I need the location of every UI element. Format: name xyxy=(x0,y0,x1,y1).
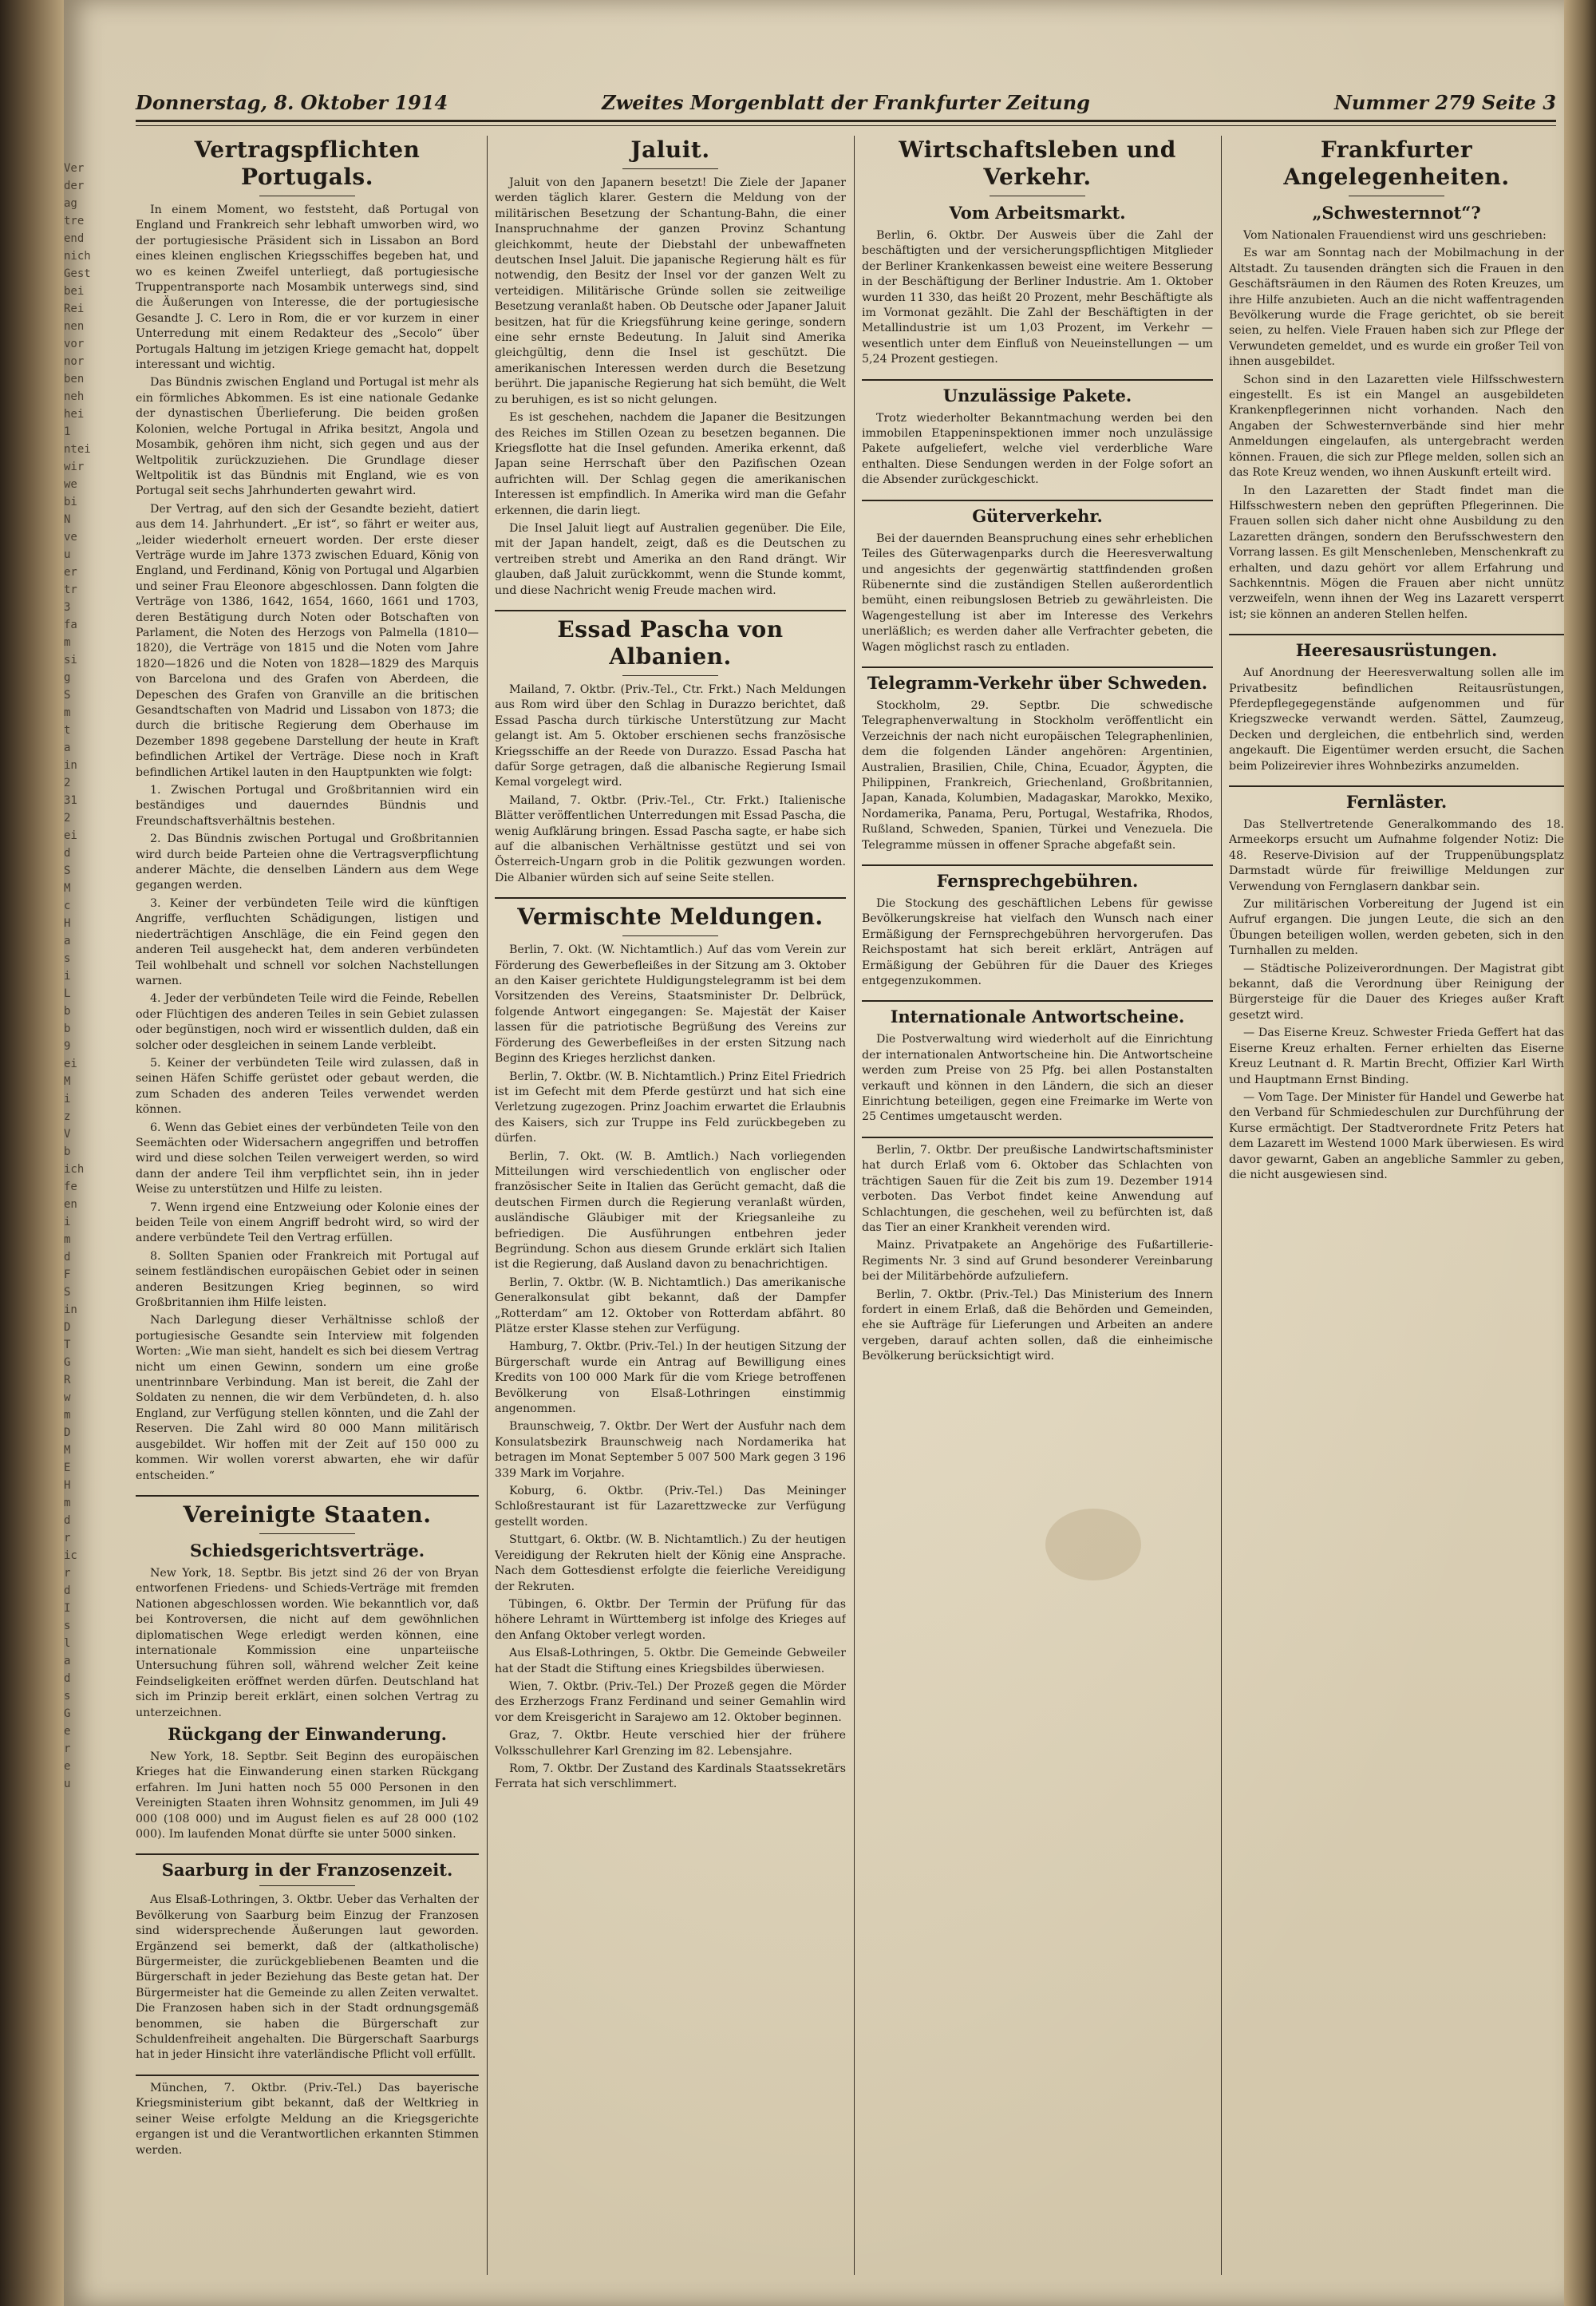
article-paragraph: Mailand, 7. Oktbr. (Priv.-Tel., Ctr. Frkt.) Italienische Blätter veröffentlichen Unterredungen mit Essad Pascha, die wenig Aufklärung bringen. Essad Pascha sagte, er habe sich auf die albanischen Verhältnisse gestützt und sei von Österreich-Ungarn grob in die Politik gezwungen worden. Die Albanier würden sich auf seine Seite stellen. xyxy=(495,793,846,884)
article xyxy=(862,1007,1213,1125)
margin-fragment: 3 xyxy=(64,601,71,614)
article-subheadline: Unzulässige Pakete. xyxy=(942,385,1132,405)
margin-fragment: s xyxy=(64,1690,71,1703)
article-headline: Essad Pascha von Albanien. xyxy=(557,615,784,670)
masthead-rule xyxy=(136,125,1556,126)
margin-fragment: i xyxy=(64,1216,71,1228)
article-paragraph: Hamburg, 7. Oktbr. (Priv.-Tel.) In der heutigen Sitzung der Bürgerschaft wurde ein Antrag auf Bewilligung eines Kredits von 100 000 Mark für die vom Kriege betroffenen Bevölkerung von Elsaß-Lothringen einstimmig angenommen. xyxy=(495,1340,846,1416)
margin-fragment: we xyxy=(64,478,77,491)
margin-fragment: w xyxy=(64,1391,71,1404)
margin-fragment: S xyxy=(64,689,71,702)
article-paragraph: Nach Darlegung dieser Verhältnisse schloß der portugiesische Gesandte sein Interview mit folgenden Worten: „Wie man sieht, handelt es sich bei diesem Vertrag nicht um einen Gewinn, sondern um eine große unentrinnbare Verbindung. Man ist bereit, die Zahl der Soldaten zu nennen, die wir dem Verbündeten, d. h. also England, zur Verfügung stellen könnten, und die Zahl der Reserven. Die Zahl wird 80 000 Mann militärisch ausgebildet. Wir hoffen mit der Zeit auf 150 000 zu kommen. Wir wollen vorerst abwarten, ehe wir dafür entscheiden.“ xyxy=(136,1314,479,1482)
margin-fragment: 2 xyxy=(64,777,71,789)
article-paragraph: Aus Elsaß-Lothringen, 3. Oktbr. Ueber das Verhalten der Bevölkerung von Saarburg beim Einzug der Franzosen sind widersprechende Äußerungen laut geworden. Ergänzend sei bemerkt, daß der (altkatholische) Bürgermeister, die zurückgebliebenen Beamten und die Bürgerschaft in jeder Beziehung das Beste getan hat. Der Bürgermeister hat die Gemeinde zu allen Zeiten verwaltet. Die Franzosen haben sich in der Stadt ordnungsgemäß benommen, sie haben die Bürgerschaft zur Schuldenfreiheit angehalten. Die Bürgerschaft Saarburgs hat in jeder Hinsicht ihre vaterländische Pflicht voll erfüllt. xyxy=(136,1893,479,2062)
article-paragraph: München, 7. Oktbr. (Priv.-Tel.) Das bayerische Kriegsministerium gibt bekannt, daß der Weltkrieg in seiner Weise erfolgte Meldung an die Kriegsgerichte ergangen ist und die Verantwortlichen erkannten Stimmen werden. xyxy=(136,2081,479,2157)
margin-fragment: u xyxy=(64,1778,71,1790)
margin-fragment: b xyxy=(64,1005,71,1018)
article-paragraph: Schon sind in den Lazaretten viele Hilfsschwestern eingestellt. Es ist ein Mangel an ausgebildeten Krankenpflegerinnen nicht vorhanden. Nach den Angaben der Schwesternverbände sind hier mehr Anmeldungen eingelaufen, als untergebracht werden können. Frauen, die sich zur Pflege melden, sollen sich an das Rote Kreuz wenden, wo ihnen Auskunft erteilt wird. xyxy=(1229,373,1564,480)
article-subheadline: Fernsprechgebühren. xyxy=(936,871,1139,891)
margin-fragment: F xyxy=(64,1268,71,1281)
previous-page-fragments xyxy=(64,160,96,2235)
margin-fragment: t xyxy=(64,724,71,737)
margin-fragment: Gest xyxy=(64,267,91,280)
article-headline: Saarburg in der Franzosenzeit. xyxy=(161,1860,453,1881)
article-paragraph: Berlin, 7. Oktbr. (Priv.-Tel.) Das Ministerium des Innern fordert in einem Erlaß, daß die Behörden und Gemeinden, ehe sie Aufträge für Lieferungen und Arbeiten an andere vergeben, darauf achten sollen, daß die einheimische Bevölkerung berücksichtigt wird. xyxy=(862,1287,1213,1363)
margin-fragment: bi xyxy=(64,496,77,508)
margin-fragment: der xyxy=(64,180,85,192)
margin-fragment: ve xyxy=(64,531,77,544)
article-paragraph: Bei der dauernden Beanspruchung eines sehr erheblichen Teiles des Güterwagenparks durch die Heeresverwaltung und angesichts der gegenwärtig stattfindenden großen Rübenernte sind die zuständigen Stellen außerordentlich bemüht, einen reibungslosen Betrieb zu gewährleisten. Die Wagengestellung ist aber im Interesse des Verkehrs unerläßlich; es werden daher alle Verfrachter gebeten, die Wagen möglichst rasch zu entladen. xyxy=(862,532,1213,654)
margin-fragment: ic xyxy=(64,1549,77,1562)
section-rule xyxy=(862,1000,1213,1002)
margin-fragment: a xyxy=(64,1655,71,1667)
article-paragraph: 7. Wenn irgend eine Entzweiung oder Kolonie eines der beiden Teile von einem Angriff bedroht wird, so wird der andere verbündete Teil den Vertrag erfüllen. xyxy=(136,1200,479,1245)
margin-fragment: nich xyxy=(64,250,91,263)
margin-fragment: Ver xyxy=(64,162,85,175)
headline-rule xyxy=(259,1533,355,1534)
article-subheadline: Güterverkehr. xyxy=(972,505,1103,526)
article-paragraph: Berlin, 7. Okt. (W. Nichtamtlich.) Auf das vom Verein zur Förderung des Gewerbefleißes in der Sitzung am 3. Oktober an den Kaiser gerichtete Huldigungstelegramm ist bei dem Vorsitzenden des Vereins, Staatsminister Dr. Delbrück, folgende Antwort eingegangen: Se. Majestät der Kaiser lassen für die patriotische Begrüßung des Vereins zur Förderung des Gewerbefleißes in der ersten Sitzung nach Beginn des Krieges herzlichst danken. xyxy=(495,943,846,1066)
article-paragraph: Mainz. Privatpakete an Angehörige des Fußartillerie-Regiments Nr. 3 sind auf Grund besonderer Vereinbarung bei der Militärbehörde aufzuliefern. xyxy=(862,1239,1213,1284)
margin-fragment: N xyxy=(64,513,71,526)
margin-fragment: c xyxy=(64,900,71,912)
margin-fragment: e xyxy=(64,1725,71,1738)
article-paragraph: Mailand, 7. Oktbr. (Priv.-Tel., Ctr. Frkt.) Nach Meldungen aus Rom wird über den Schlag in Durazzo berichtet, daß Essad Pascha durch türkische Unterstützung zur Macht gelangt ist. Am 5. Oktober erschienen sechs französische Kriegsschiffe an der Reede von Durazzo. Essad Pascha hat dafür Sorge getragen, daß die albanische Regierung Ismail Kemal vorgelegt wird. xyxy=(495,682,846,789)
margin-fragment: r xyxy=(64,1532,71,1545)
margin-fragment: in xyxy=(64,759,77,772)
margin-fragment: wir xyxy=(64,461,85,473)
article-paragraph: Das Stellvertretende Generalkommando des 18. Armeekorps ersucht um Aufnahme folgender Notiz: Die 48. Reserve-Division auf der Truppenübungsplatz Darmstadt würde für freiwillige Meldungen zur Verwendung von Fernglasern dankbar sein. xyxy=(1229,818,1564,893)
article-paragraph: Das Bündnis zwischen England und Portugal ist mehr als ein förmliches Abkommen. Es ist eine nationale Gedanke der dynastischen Überlieferung. Die beiden großen Kolonien, welche Portugal in Afrika besitzt, Angola und Mosambik, gehören ihm nicht, sich gegen und aus der Weltpolitik zurückzuziehen. Die Grundlage dieser Weltpolitik ist das Bündnis mit England, wie es von Portugal seit sechs Jahrhunderten gewahrt wird. xyxy=(136,376,479,498)
article xyxy=(495,616,846,886)
margin-fragment: M xyxy=(64,1075,71,1088)
margin-fragment: H xyxy=(64,1479,71,1492)
column-4 xyxy=(1229,132,1564,2279)
article-paragraph: Wien, 7. Oktbr. (Priv.-Tel.) Der Prozeß gegen die Mörder des Erzherzogs Franz Ferdinand und seiner Gemahlin wird vor dem Kreisgericht in Sarajewo am 12. Oktober beginnen. xyxy=(495,1679,846,1724)
margin-fragment: z xyxy=(64,1110,71,1123)
margin-fragment: er xyxy=(64,566,77,579)
margin-fragment: m xyxy=(64,1233,71,1246)
section-rule xyxy=(862,1137,1213,1138)
article-paragraph: Stuttgart, 6. Oktbr. (W. B. Nichtamtlich.) Zu der heutigen Vereidigung der Rekruten hielt der König eine Ansprache. Nach dem Gottesdienst erfolgte die feierliche Vereidigung der Rekruten. xyxy=(495,1533,846,1593)
margin-fragment: r xyxy=(64,1742,71,1755)
article-paragraph: 4. Jeder der verbündeten Teile wird die Feinde, Rebellen oder Flüchtigen des anderen Teiles in sein Gebiet zulassen oder begünstigen, noch wird er wissentlich dulden, daß ein solcher oder desgleichen in seinem Lande verbleibt. xyxy=(136,992,479,1052)
article xyxy=(136,1860,479,2063)
margin-fragment: fe xyxy=(64,1181,77,1193)
margin-fragment: e xyxy=(64,1760,71,1773)
section-rule xyxy=(862,500,1213,501)
masthead-number: Nummer 279 Seite 3 xyxy=(1333,91,1556,114)
article-subheadline: Schiedsgerichtsverträge. xyxy=(189,1540,425,1560)
article-paragraph: Rom, 7. Oktbr. Der Zustand des Kardinals Staatssekretärs Ferrata hat sich verschlimmert. xyxy=(495,1762,846,1791)
margin-fragment: D xyxy=(64,1321,71,1334)
article-paragraph: 6. Wenn das Gebiet eines der verbündeten Teile von den Seemächten oder Widersachern angegriffen und betroffen wird und diese solchen Teilen verweigert werden, so wird dann der andere Teil ihm verpflichtet sein, ihn in jeder Weise zu unterstützen und Hilfe zu leisten. xyxy=(136,1121,479,1197)
margin-fragment: d xyxy=(64,1584,71,1597)
article xyxy=(862,673,1213,853)
article-paragraph: Es ist geschehen, nachdem die Japaner die Besitzungen des Reiches im Stillen Ozean zu besetzen begannen. Die Kriegsflotte hat die Insel gefunden. Amerika erkennt, daß Japan seine Herrschaft über den Pazifischen Ozean aufrichten will. Der Schlag gegen die amerikanischen Interessen ist empfindlich. In Amerika wird man die Gefahr erkennen, die darin liegt. xyxy=(495,411,846,517)
column-3 xyxy=(862,132,1213,2279)
article-subheadline: „Schwesternnot“? xyxy=(1312,203,1481,223)
margin-fragment: nen xyxy=(64,320,85,333)
article-paragraph: New York, 18. Septbr. Seit Beginn des europäischen Krieges hat die Einwanderung einen starken Rückgang erfahren. Im Juni hatten noch 55 000 Personen in den Vereinigten Staaten ihren Wohnsitz genommen, im Juli 49 000 (108 000) und im August fielen es auf 28 000 (102 000). Im laufenden Monat dürfte sie unter 5000 sinken. xyxy=(136,1750,479,1841)
margin-fragment: s xyxy=(64,1620,71,1632)
article xyxy=(1229,136,1564,623)
margin-fragment: S xyxy=(64,1286,71,1299)
margin-fragment: ei xyxy=(64,1058,77,1070)
margin-fragment: ei xyxy=(64,829,77,842)
article xyxy=(1229,640,1564,774)
section-rule xyxy=(862,379,1213,381)
article-paragraph: Zur militärischen Vorbereitung der Jugend ist ein Aufruf ergangen. Die jungen Leute, die sich an den Übungen beteiligen wollen, werden gebeten, sich in den Turnhallen zu melden. xyxy=(1229,898,1564,958)
article-headline: Vermischte Meldungen. xyxy=(517,904,824,931)
margin-fragment: V xyxy=(64,1128,71,1141)
column-rule xyxy=(1221,136,1222,2275)
article-headline: Wirtschaftsleben und Verkehr. xyxy=(899,136,1176,190)
section-rule xyxy=(1229,785,1564,787)
article-paragraph: Jaluit von den Japanern besetzt! Die Ziele der Japaner werden täglich klarer. Gestern die Meldung von der militärischen Besetzung der Schantung-Bahn, die einer Inanspruchnahme der ganzen Provinz Schantung gleichkommt, heute der Diebstahl der unbewaffneten deutschen Insel Jaluit. Die japanische Regierung hält es für notwendig, den Besitz der Insel vor der ganzen Welt zu verteidigen. Militärische Gründe sollen sie zeitweilige Besetzung veranlaßt haben. Ob Deutsche oder Japaner Jaluit besitzen, hat für die Kriegsführung keine geringe, sondern eine sehr ernste Bedeutung. In Jaluit sind Amerika gleichgültig, denn die Insel ist geschützt. Die amerikanischen Interessen werden durch die Besetzung berührt. Die japanische Regierung hat sich bemüht, die Welt zu beruhigen, es ist so nicht gelungen. xyxy=(495,176,846,406)
column-rule xyxy=(487,136,488,2275)
column-2 xyxy=(495,132,846,2279)
margin-fragment: tre xyxy=(64,215,85,227)
margin-fragment: bei xyxy=(64,285,85,298)
column-rule xyxy=(854,136,855,2275)
margin-fragment: s xyxy=(64,952,71,965)
article-paragraph: 3. Keiner der verbündeten Teile wird die künftigen Angriffe, verfluchten Schädigungen, listigen und niederträchtigen Anschläge, die ein Feind gegen den anderen Teil ausgeheckt hat, dem anderen verbündeten Teil wohlbehalt und schnell vor solchen Nachstellungen warnen. xyxy=(136,896,479,987)
article-subheadline: Heeresausrüstungen. xyxy=(1295,640,1498,661)
margin-fragment: a xyxy=(64,935,71,947)
column-1 xyxy=(136,132,479,2279)
article-paragraph: 1. Zwischen Portugal und Großbritannien wird ein beständiges und dauerndes Bündnis und Freundschaftsverhältnis bestehen. xyxy=(136,784,479,828)
margin-fragment: D xyxy=(64,1426,71,1439)
masthead-date: Donnerstag, 8. Oktober 1914 xyxy=(136,91,448,114)
margin-fragment: ntei xyxy=(64,443,91,456)
article-paragraph: In den Lazaretten der Stadt findet man die Hilfsschwestern neben den geprüften Pflegerinnen. Die Frauen sollen sich daher nicht ohne Ausbildung zu den Lazaretten drängen, sondern den Berufsschwestern den Vorrang lassen. Es gilt Menschenleben, Menschenkraft zu erhalten, und dazu gehört vor allem Erfahrung und Sachkenntnis. Mögen die Frauen aber nicht unnütz verzweifeln, wenn ihnen der Weg ins Lazarett versperrt ist; sie können an anderen Stellen helfen. xyxy=(1229,484,1564,621)
masthead-title: Zweites Morgenblatt der Frankfurter Zeitung xyxy=(602,91,1090,114)
article-paragraph: Auf Anordnung der Heeresverwaltung sollen alle im Privatbesitz befindlichen Reitausrüstungen, Pferdepflegegegenstände aufgenommen und für Kriegszwecke verwandt werden. Sättel, Zaumzeug, Decken und dergleichen, die entbehrlich sind, werden angekauft. Die Eigentümer werden ersucht, die Sachen beim Polizeirevier ihres Wohnbezirks anzumelden. xyxy=(1229,666,1564,773)
article-headline: Jaluit. xyxy=(630,136,710,163)
margin-fragment: I xyxy=(64,1602,71,1615)
article-paragraph: Berlin, 7. Oktbr. (W. B. Nichtamtlich.) Das amerikanische Generalkonsulat gibt bekannt, daß der Dampfer „Rotterdam“ am 12. Oktober von Rotterdam abfährt. 80 Plätze erster Klasse stehen zur Verfügung. xyxy=(495,1276,846,1335)
margin-fragment: ich xyxy=(64,1163,85,1176)
article xyxy=(862,1143,1213,1365)
article-paragraph: 8. Sollten Spanien oder Frankreich mit Portugal auf seinem festländischen europäischen Gebiet oder in seinen anderen Besitzungen Krieg beginnen, so wird Großbritannien ihm Hilfe leisten. xyxy=(136,1249,479,1310)
headline-rule xyxy=(622,168,718,169)
article-paragraph: Berlin, 7. Oktbr. Der preußische Landwirtschaftsminister hat durch Erlaß vom 6. Oktober das Schlachten von trächtigen Sauen für die Zeit bis zum 19. Dezember 1914 verboten. Das Verbot findet keine Anwendung auf Schlachtungen, die geschehen, weil zu befürchten ist, daß das Tier an einer Krankheit verenden wird. xyxy=(862,1143,1213,1234)
headline-rule xyxy=(622,935,718,936)
margin-fragment: nor xyxy=(64,355,85,368)
article-paragraph: Braunschweig, 7. Oktbr. Der Wert der Ausfuhr nach dem Konsulatsbezirk Braunschweig nach Nordamerika hat betragen im Monat September 5 007 500 Mark gegen 3 196 339 Mark im Vorjahre. xyxy=(495,1420,846,1480)
article-paragraph: Aus Elsaß-Lothringen, 5. Oktbr. Die Gemeinde Gebweiler hat der Stadt die Stiftung eines Kriegsbildes überwiesen. xyxy=(495,1647,846,1675)
article-paragraph: — Das Eiserne Kreuz. Schwester Frieda Geffert hat das Eiserne Kreuz erhalten. Ferner erhielten das Eiserne Kreuz Leutnant d. R. Martin Brecht, Offizier Karl Wirth und Hauptmann Ernst Binding. xyxy=(1229,1026,1564,1086)
article-paragraph: Stockholm, 29. Septbr. Die schwedische Telegraphenverwaltung in Stockholm veröffentlicht ein Verzeichnis der nach nicht europäischen Telegraphenlinien, dem die folgenden Länder angehören: Argentinien, Australien, Brasilien, Chile, China, Ecuador, Ägypten, die Philippinen, Frankreich, Griechenland, Großbritannien, Japan, Kanada, Kolumbien, Madagaskar, Marokko, Mexiko, Nordamerika, Panama, Peru, Portugal, Westafrika, Rhodos, Rußland, Schweden, Spanien, Türkei und Venezuela. Die Telegramme müssen in offener Sprache abgefaßt sein. xyxy=(862,698,1213,852)
section-rule xyxy=(862,666,1213,668)
section-rule xyxy=(495,897,846,899)
binding-shadow-right xyxy=(1564,0,1596,2306)
margin-fragment: fa xyxy=(64,619,77,631)
binding-shadow-left xyxy=(0,0,64,2306)
section-rule xyxy=(136,1495,479,1497)
paper-stain xyxy=(1045,1509,1141,1580)
margin-fragment: i xyxy=(64,970,71,983)
margin-fragment: end xyxy=(64,232,85,245)
article xyxy=(136,2081,479,2158)
article-subheadline: Fernläster. xyxy=(1345,792,1448,812)
article xyxy=(1229,792,1564,1183)
article-paragraph: Vom Nationalen Frauendienst wird uns geschrieben: xyxy=(1243,229,1547,242)
section-rule xyxy=(1229,634,1564,635)
article xyxy=(495,904,846,1793)
article-paragraph: Berlin, 7. Oktbr. (W. B. Nichtamtlich.) Prinz Eitel Friedrich ist im Gefecht mit dem Pferde gestürzt und hat sich eine Verletzung zugezogen. Prinz Joachim erwartet die Erlaubnis des Kaisers, sich zur Truppe ins Feld zurückbegeben zu dürfen. xyxy=(495,1070,846,1145)
article-paragraph: In einem Moment, wo feststeht, daß Portugal von England und Frankreich sehr lebhaft umworben wird, wo der portugiesische Präsident sich in Lissabon an Bord eines kleinen englischen Kriegsschiffes begeben hat, und wo es keinen Zweifel unterliegt, daß portugiesische Truppentransporte nach Mosambik unterwegs sind, sind die Äußerungen von Interesse, die der portugiesische Gesandte J. C. Lero in Rom, die er vor kurzem in einer Unterredung mit einem Redakteur des „Secolo“ über Portugals Haltung im jetzigen Kriege gemacht hat, doppelt interessant und wichtig. xyxy=(136,204,479,372)
margin-fragment: a xyxy=(64,742,71,754)
article-subheadline: Telegramm-Verkehr über Schweden. xyxy=(867,672,1208,693)
article-paragraph: Tübingen, 6. Oktbr. Der Termin der Prüfung für das höhere Lehramt in Württemberg ist infolge des Krieges auf den Anfang Oktober verlegt worden. xyxy=(495,1597,846,1642)
margin-fragment: d xyxy=(64,1672,71,1685)
article-paragraph: Berlin, 6. Oktbr. Der Ausweis über die Zahl der beschäftigten und der versicherungspflichtigen Mitglieder der Berliner Krankenkassen beweist eine weitere Besserung in der Beschäftigung der Berliner Industrie. Am 1. Oktober wurden 11 330, das heißt 20 Prozent, mehr Beschäftigte als im Vormonat gezählt. Die Zahl der Beschäftigten in der Metallindustrie ist um 1,03 Prozent, im Verkehr — wesentlich unter dem Einfluß von Neueinstellungen — um 5,24 Prozent gestiegen. xyxy=(862,229,1213,366)
article-paragraph: Berlin, 7. Okt. (W. B. Amtlich.) Nach vorliegenden Mitteilungen wird verschiedentlich von englischer oder französischer Seite in Italien das Gerücht gemacht, daß die deutschen Firmen durch die Regierung veranlaßt würden, ausländische Gläubiger mit der Kriegsanleihe zu befriedigen. Die Ausführungen entbehren jeder Begründung. Schon aus diesem Grunde erklärt sich Italien ist die Regierung, daß Ausland davon zu benachrichtigen. xyxy=(495,1149,846,1272)
margin-fragment: u xyxy=(64,548,71,561)
article-paragraph: Die Postverwaltung wird wiederholt auf die Einrichtung der internationalen Antwortscheine hin. Die Antwortscheine werden zum Preise von 25 Pfg. bei allen Postanstalten verkauft und können in den Ländern, die sich an dieser Einrichtung beteiligen, gegen eine Freimarke im Werte von 25 Centimes umgetauscht werden. xyxy=(862,1033,1213,1124)
margin-fragment: L xyxy=(64,987,71,1000)
margin-fragment: M xyxy=(64,1444,71,1457)
margin-fragment: m xyxy=(64,1497,71,1509)
margin-fragment: m xyxy=(64,706,71,719)
margin-fragment: 31 xyxy=(64,794,77,807)
article xyxy=(136,136,479,1484)
margin-fragment: G xyxy=(64,1356,71,1369)
headline-rule xyxy=(622,675,718,676)
margin-fragment: hei xyxy=(64,408,85,421)
margin-fragment: neh xyxy=(64,390,85,403)
margin-fragment: T xyxy=(64,1339,71,1351)
margin-fragment: g xyxy=(64,671,71,684)
section-rule xyxy=(136,1853,479,1855)
newspaper-page xyxy=(64,0,1564,2306)
article-subheadline: Internationale Antwortscheine. xyxy=(890,1007,1185,1027)
margin-fragment: i xyxy=(64,1093,71,1106)
margin-fragment: M xyxy=(64,882,71,895)
article xyxy=(862,871,1213,989)
margin-fragment: l xyxy=(64,1637,71,1650)
article-headline: Vertragspflichten Portugals. xyxy=(194,136,421,190)
section-rule xyxy=(495,610,846,611)
article-paragraph: Graz, 7. Oktbr. Heute verschied hier der frühere Volksschullehrer Karl Grenzing im 82. Lebensjahre. xyxy=(495,1729,846,1758)
article-paragraph: Die Insel Jaluit liegt auf Australien gegenüber. Die Eile, mit der Japan handelt, zeigt, daß es die Deutschen zu vertreiben strebt und Amerika an den Rand drängt. Wir glauben, daß Jaluit zurückkommt, wenn die Stunde kommt, und diese Nachricht wenig Freude machen wird. xyxy=(495,521,846,597)
article-paragraph: Die Stockung des geschäftlichen Lebens für gewisse Bevölkerungskreise hat vielfach den Wunsch nach einer Ermäßigung der Fernsprechgebühren hervorgerufen. Das Reichspostamt hat sich bereit erklärt, Anträgen auf Ermäßigung der Gebühren für die Dauer des Krieges entgegenzukommen. xyxy=(862,897,1213,988)
margin-fragment: H xyxy=(64,917,71,930)
masthead xyxy=(136,88,1556,122)
margin-fragment: 1 xyxy=(64,425,71,438)
margin-fragment: 2 xyxy=(64,812,71,825)
margin-fragment: en xyxy=(64,1198,77,1211)
article-paragraph: New York, 18. Septbr. Bis jetzt sind 26 der von Bryan entworfenen Friedens- und Schieds-Verträge mit fremden Nationen abgeschlossen worden. Wie bekanntlich vor, daß bei Kontroversen, die nicht auf dem gewöhnlichen diplomatischen Wege erledigt werden können, eine internationale Kommission eine unparteiische Untersuchung führen soll, während welcher Zeit keine Feindseligkeiten eröffnet werden dürfen. Deutschland hat sich im Prinzip bereit erklärt, einen solchen Vertrag zu unterzeichnen. xyxy=(136,1566,479,1719)
margin-fragment: Rei xyxy=(64,303,85,315)
margin-fragment: b xyxy=(64,1022,71,1035)
margin-fragment: ag xyxy=(64,197,77,210)
margin-fragment: in xyxy=(64,1303,77,1316)
margin-fragment: E xyxy=(64,1462,71,1474)
article-paragraph: Koburg, 6. Oktbr. (Priv.-Tel.) Das Meininger Schloßrestaurant ist für Lazarettzwecke zur Verfügung gestellt worden. xyxy=(495,1485,846,1529)
margin-fragment: d xyxy=(64,1514,71,1527)
margin-fragment: m xyxy=(64,1409,71,1422)
headline-rule xyxy=(259,1885,355,1886)
article-paragraph: 5. Keiner der verbündeten Teile wird zulassen, daß in seinen Häfen Schiffe gerüstet oder gebaut werden, die zum Schaden des anderen Teiles verwendet werden können. xyxy=(136,1056,479,1117)
article-headline: Vereinigte Staaten. xyxy=(183,1501,432,1528)
article-paragraph: 2. Das Bündnis zwischen Portugal und Großbritannien wird durch beide Parteien ohne die Vertragsverpflichtung anderer Mächte, die denselben Ländern aus dem Wege gegangen werden. xyxy=(136,833,479,892)
margin-fragment: d xyxy=(64,847,71,860)
margin-fragment: vor xyxy=(64,338,85,350)
article-subheadline: Rückgang der Einwanderung. xyxy=(168,1723,447,1744)
article xyxy=(862,386,1213,488)
margin-fragment: si xyxy=(64,654,77,666)
article-headline: Frankfurter Angelegenheiten. xyxy=(1283,136,1510,190)
article-paragraph: — Städtische Polizeiverordnungen. Der Magistrat gibt bekannt, daß die Verordnung über Reinigung der Bürgersteige für die Dauer des Krieges außer Kraft gesetzt wird. xyxy=(1229,962,1564,1022)
article xyxy=(495,136,846,599)
article-paragraph: — Vom Tage. Der Minister für Handel und Gewerbe hat den Verband für Schmiedeschulen zur Durchführung der Kurse ermächtigt. Der Stadtverordnete Fritz Peters hat dem Lazarett im Westend 1000 Mark überwiesen. Es wird davor gewarnt, Gaben an angebliche Sammler zu geben, die nicht ausgewiesen sind. xyxy=(1229,1090,1564,1181)
article-paragraph: Es war am Sonntag nach der Mobilmachung in der Altstadt. Zu tausenden drängten sich die Frauen in den Geschäftsräumen in den Räumen des Roten Kreuzes, um ihre Hilfe anzubieten. Auch an die nicht waffentragenden Bevölkerung wurde die Frage gerichtet, ob sie bereit seien, zu helfen. Viele Frauen haben sich zur Pflege der Verwundeten gemeldet, und es wurde ein großer Teil von ihnen ausgebildet. xyxy=(1229,247,1564,369)
margin-fragment: r xyxy=(64,1567,71,1580)
article xyxy=(862,136,1213,368)
article xyxy=(136,1501,479,1843)
article-paragraph: Der Vertrag, auf den sich der Gesandte bezieht, datiert aus dem 14. Jahrhundert. „Er ist“, so fährt er weiter aus, „leider wiederholt erneuert worden. Der erste dieser Verträge wurde im Jahre 1373 zwischen Eduard, König von England, und Ferdinand, König von Portugal und Algarbien und seiner Frau Eleonore abgeschlossen. Dann folgten die Verträge von 1386, 1642, 1654, 1660, 1661 und 1703, deren Bestätigung durch Noten oder Botschaften von Parlament, die Noten des Herzogs von Palmella (1810—1820), die Verträge von 1815 und die Noten vom Jahre 1820—1826 und die Noten von 1828—1829 des Marquis von Barcelona und des Grafen von Aberdeen, die Depeschen des Grafen von Granville an die britischen Gesandtschaften von Madrid und Lissabon von 1873; die durch die britische Regierung dem Oberhause im Dezember 1898 gegebene Darstellung der heute in Kraft befindlichen Artikel der Verträge. Diese noch in Kraft befindlichen Artikel lauten in den Hauptpunkten wie folgt: xyxy=(136,502,479,779)
section-rule xyxy=(862,864,1213,866)
article-subheadline: Vom Arbeitsmarkt. xyxy=(949,203,1126,223)
margin-fragment: d xyxy=(64,1251,71,1264)
margin-fragment: m xyxy=(64,636,71,649)
margin-fragment: S xyxy=(64,864,71,877)
margin-fragment: R xyxy=(64,1374,71,1386)
margin-fragment: 9 xyxy=(64,1040,71,1053)
margin-fragment: tr xyxy=(64,583,77,596)
margin-fragment: ben xyxy=(64,373,85,386)
margin-fragment: b xyxy=(64,1145,71,1158)
article-paragraph: Trotz wiederholter Bekanntmachung werden bei den immobilen Etappeninspektionen immer noch unzulässige Pakete aufgeliefert, welche viel verderbliche Ware enthalten. Diese Sendungen werden in der Folge sofort an die Absender zurückgeschickt. xyxy=(862,411,1213,487)
article xyxy=(862,506,1213,655)
section-rule xyxy=(136,2075,479,2076)
margin-fragment: G xyxy=(64,1707,71,1720)
